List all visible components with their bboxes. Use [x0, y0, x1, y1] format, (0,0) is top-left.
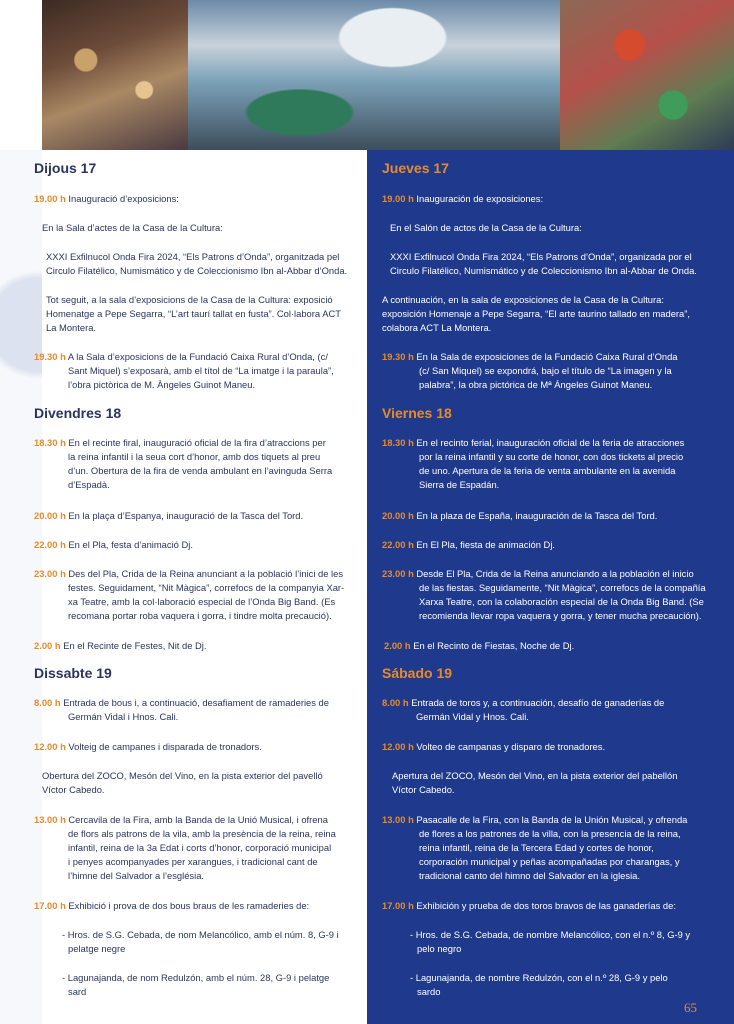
event-line: palabra”, la obra pictórica de Mª Ángeles Guinot Maneu.: [419, 379, 653, 390]
event-line: sardo: [417, 986, 441, 997]
event-line: - Lagunajanda, de nombre Redulzón, con el n.º 28, G-9 y pelo: [410, 972, 668, 983]
event-line: Obertura del ZOCO, Mesón del Vino, en la pista exterior del pavelló: [42, 770, 323, 781]
event-line: de uno. Apertura de la feria de venta ambulante en la avenida: [419, 465, 676, 476]
event-line: por la reina infantil y su corte de honor, con dos tickets al precio: [419, 451, 684, 462]
photo-crowd-square: [560, 0, 734, 150]
event-line: corporación municipal y peñas acompañadas por charangas, y: [419, 856, 680, 867]
event-line: 19.30 h En la Sala de exposiciones de la Fundació Caixa Rural d’Onda: [382, 351, 678, 362]
event-line: recomienda llevar ropa vaquera y gorra, y tener mucha precaución).: [419, 610, 702, 621]
event-line: XXXI Exfilnucol Onda Fira 2024, “Els Patrons d’Onda”, organizada por el: [390, 251, 692, 262]
event-line: Germán Vidal i Hnos. Cali.: [68, 711, 179, 722]
event-line: Xarxa Teatre, con la colaboración especial de la Onda Big Band. (Se: [419, 596, 704, 607]
event-line: 20.00 h En la plaza de España, inauguración de la Tasca del Tord.: [382, 510, 658, 521]
photo-crowd-night: [42, 0, 188, 150]
event-line: colabora ACT La Montera.: [382, 322, 492, 333]
event-line: de flores a los patrones de la villa, con la presencia de la reina,: [419, 828, 681, 839]
valencian-column: [34, 150, 367, 1024]
event-line: 19.30 h A la Sala d’exposicions de la Fundació Caixa Rural d’Onda, (c/: [34, 351, 328, 362]
event-line: Homenatge a Pepe Segarra, “L’art taurí tallat en fusta”. Col·labora ACT: [46, 308, 341, 319]
event-line: 12.00 h Volteig de campanes i disparada de tronadors.: [34, 741, 262, 752]
spanish-column: [367, 150, 734, 1024]
event-line: Apertura del ZOCO, Mesón del Vino, en la pista exterior del pabellón: [392, 770, 678, 781]
header-photo-strip: [0, 0, 734, 150]
event-line: Víctor Cabedo.: [392, 784, 455, 795]
event-line: festes. Seguidament, “Nit Màgica”, correfocs de la companyia Xar-: [68, 582, 345, 593]
event-line: 8.00 h Entrada de bous i, a continuació, desafiament de ramaderies de: [34, 697, 329, 708]
event-line: infantil, reina de la 3a Edat i corts d’honor, corporació municipal: [68, 842, 332, 853]
event-line: exposición Homenaje a Pepe Segarra, “El arte taurino tallado en madera”,: [382, 308, 690, 319]
event-line: 13.00 h Pasacalle de la Fira, con la Banda de la Unión Musical, y ofrenda: [382, 814, 688, 825]
event-line: Sant Miquel) s’exposarà, amb el títol de “La imatge i la paraula”,: [68, 365, 334, 376]
event-line: Circulo Filatélico, Numismático y de Coleccionismo Ibn al-Abbar d’Onda.: [46, 265, 348, 276]
event-line: - Hros. de S.G. Cebada, de nombre Melancólico, con el n.º 8, G-9 y: [410, 929, 691, 940]
event-line: l’obra pictòrica de M. Àngeles Guinot Maneu.: [68, 379, 256, 390]
event-line: En el Salón de actos de la Casa de la Cultura:: [390, 222, 582, 233]
event-line: 20.00 h En la plaça d’Espanya, inauguració de la Tasca del Tord.: [34, 510, 304, 521]
event-line: 18.30 h En el recinte firal, inauguració oficial de la fira d’atraccions per: [34, 437, 326, 448]
event-line: 19.00 h Inauguración de exposiciones:: [382, 193, 544, 204]
event-line: - Lagunajanda, de nom Redulzón, amb el núm. 28, G-9 i pelatge: [62, 972, 330, 983]
event-line: tradicional canto del himno del Salvador en la iglesia.: [419, 870, 640, 881]
event-line: - Hros. de S.G. Cebada, de nom Melancólico, amb el núm. 8, G-9 i: [62, 929, 339, 940]
event-line: 2.00 h En el Recinto de Fiestas, Noche de Dj.: [384, 640, 575, 651]
event-line: Tot seguit, a la sala d’exposicions de la Casa de la Cultura: exposició: [46, 294, 333, 305]
event-line: la reina infantil i la seua cort d’honor, amb dos tiquets al preu: [68, 451, 321, 462]
event-line: XXXI Exfilnucol Onda Fira 2024, “Els Patrons d’Onda”, organitzada pel: [46, 251, 340, 262]
event-line: xa Teatre, amb la col·laboració especial de l’Onda Big Band. (Es: [68, 596, 336, 607]
event-line: 17.00 h Exhibición y prueba de dos toros bravos de las ganaderías de:: [382, 900, 676, 911]
event-line: A continuación, en la sala de exposiciones de la Casa de la Cultura:: [382, 294, 664, 305]
event-line: reina infantil, reina de la Tercera Edad y cortes de honor,: [419, 842, 654, 853]
event-line: d’Espadà.: [68, 479, 110, 490]
event-line: Víctor Cabedo.: [42, 784, 105, 795]
event-line: sard: [68, 986, 87, 997]
day-heading: Dijous 17: [34, 160, 97, 176]
photo-fair-ride: [188, 0, 560, 150]
event-line: recomana portar roba vaquera i gorra, i tindre molta precaució).: [68, 610, 332, 621]
event-line: 12.00 h Volteo de campanas y disparo de tronadores.: [382, 741, 606, 752]
event-line: 23.00 h Desde El Pla, Crida de la Reina anunciando a la población el inicio: [382, 568, 694, 579]
event-line: d’un. Obertura de la fira de venda ambulant en l’avinguda Serra: [68, 465, 333, 476]
day-heading: Viernes 18: [382, 405, 452, 421]
event-line: pelo negro: [417, 943, 462, 954]
event-line: Circulo Filatélico, Numismático y de Coleccionismo Ibn al-Abbar de Onda.: [390, 265, 697, 276]
event-line: l’himne del Salvador a l’església.: [68, 870, 205, 881]
event-line: 13.00 h Cercavila de la Fira, amb la Banda de la Unió Musical, i ofrena: [34, 814, 328, 825]
event-line: La Montera.: [46, 322, 97, 333]
event-line: Germán Vidal y Hnos. Cali.: [416, 711, 529, 722]
event-line: 23.00 h Des del Pla, Crida de la Reina anunciant a la població l’inici de les: [34, 568, 344, 579]
event-line: 19.00 h Inauguració d’exposicions:: [34, 193, 179, 204]
day-heading: Sábado 19: [382, 665, 453, 681]
event-line: Sierra de Espadán.: [419, 479, 500, 490]
day-heading: Divendres 18: [34, 405, 122, 421]
event-line: 17.00 h Exhibició i prova de dos bous braus de les ramaderies de:: [34, 900, 310, 911]
event-line: 18.30 h En el recinto ferial, inauguración oficial de la feria de atracciones: [382, 437, 685, 448]
event-line: En la Sala d’actes de la Casa de la Cultura:: [42, 222, 223, 233]
event-line: 2.00 h En el Recinte de Festes, Nit de Dj.: [34, 640, 207, 651]
day-heading: Dissabte 19: [34, 665, 112, 681]
event-line: 8.00 h Entrada de toros y, a continuación, desafío de ganaderías de: [382, 697, 665, 708]
event-line: pelatge negre: [68, 943, 126, 954]
day-heading: Jueves 17: [382, 160, 449, 176]
page-number: 65: [684, 1000, 697, 1015]
event-line: (c/ San Miquel) se expondrá, bajo el título de “La imagen y la: [419, 365, 672, 376]
event-line: de las fiestas. Seguidamente, “Nit Màgica”, correfocs de la compañía: [419, 582, 706, 593]
event-line: i penyes acompanyades per xarangues, i tradicional cant de: [68, 856, 318, 867]
event-line: de flors als patrons de la vila, amb la presència de la reina, reina: [68, 828, 336, 839]
event-line: 22.00 h En El Pla, fiesta de animación Dj.: [382, 539, 556, 550]
event-line: 22.00 h En el Pla, festa d’animació Dj.: [34, 539, 193, 550]
